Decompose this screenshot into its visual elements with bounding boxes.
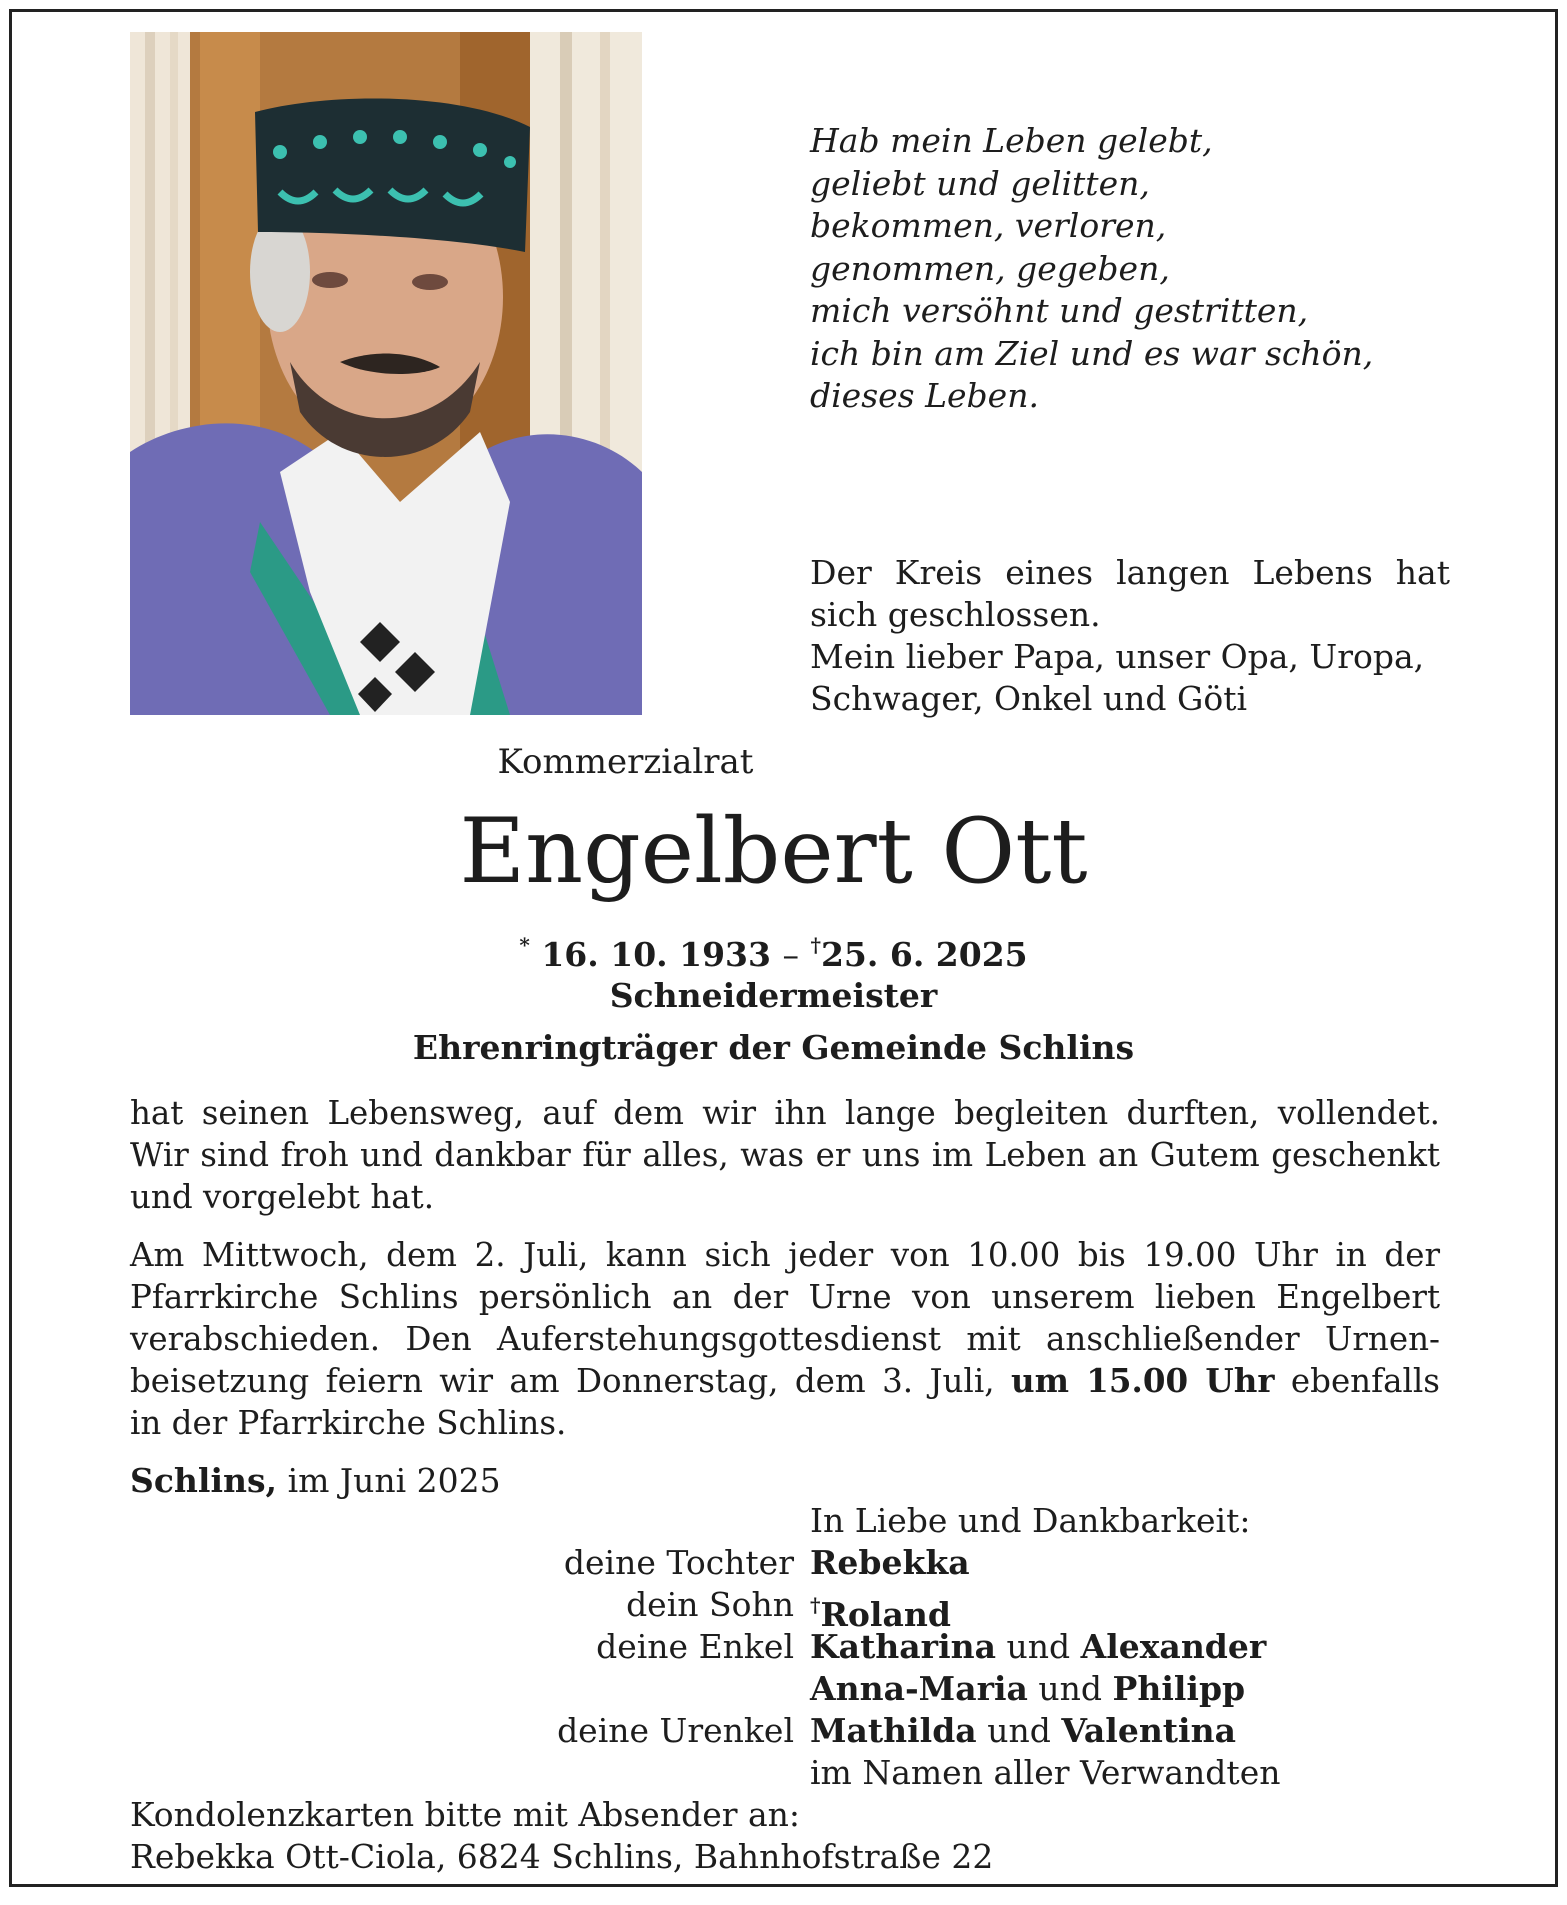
family-names (810, 1626, 1266, 1668)
paragraph-line: Pfarrkirche Schlins persönlich an der Urne von unserem lieben Engelbert (130, 1278, 1440, 1316)
portrait-photo (130, 32, 642, 715)
intro-text (810, 552, 1450, 720)
life-dates (2, 924, 1545, 976)
paragraph-2 (130, 1234, 1440, 1444)
family-name: Valentina (1061, 1711, 1236, 1750)
place: Schlins, (130, 1461, 278, 1500)
family-closing: im Namen aller Verwandten (810, 1753, 1281, 1792)
family-row (12, 1626, 1561, 1668)
poem (810, 120, 1510, 418)
honor: Ehrenringträger der Gemeinde Schlins (412, 1028, 1135, 1067)
condolence-line: Rebekka Ott-Ciola, 6824 Schlins, Bahnhofstraße 22 (130, 1837, 994, 1876)
poem-line: mich versöhnt und gestritten, (810, 291, 1309, 330)
family-row (12, 1584, 1561, 1634)
relation-label: deine Tochter (563, 1543, 794, 1582)
family-row (12, 1542, 1561, 1584)
paragraph-line (130, 1360, 1440, 1402)
death-symbol: † (810, 933, 821, 957)
family-name: Katharina (810, 1627, 996, 1666)
family-name: Mathilda (810, 1711, 977, 1750)
family-row (12, 1752, 1561, 1794)
service-time: um 15.00 Uhr (1010, 1361, 1275, 1400)
intro-line: Der Kreis eines langen Lebens hat (810, 553, 1450, 592)
birth-date: 16. 10. 1933 (541, 935, 771, 974)
relation-label: deine Enkel (596, 1627, 794, 1666)
family-heading: In Liebe und Dankbarkeit: (810, 1501, 1251, 1540)
relation-label: deine Urenkel (557, 1711, 794, 1750)
intro-line: Schwager, Onkel und Göti (810, 679, 1248, 718)
honorary-title: Kommerzialrat (497, 742, 754, 782)
relation-label: dein Sohn (626, 1585, 794, 1624)
paragraph-line: verabschieden. Den Auferstehungsgottesdienst mit anschließender Urnen- (130, 1320, 1440, 1358)
family-list (12, 1500, 1561, 1794)
conjunction: und (1038, 1669, 1103, 1708)
family-names (810, 1710, 1236, 1752)
intro-line: Mein lieber Papa, unser Opa, Uropa, (810, 637, 1425, 676)
condolence-line: Kondolenzkarten bitte mit Absender an: (130, 1795, 801, 1834)
family-name: Rebekka (810, 1543, 970, 1582)
service-text-end: ebenfalls (1290, 1362, 1440, 1400)
family-heading-row (12, 1500, 1561, 1542)
intro-line: sich geschlossen. (810, 595, 1101, 634)
family-row (12, 1710, 1561, 1752)
poem-line: Hab mein Leben gelebt, (810, 121, 1213, 160)
paragraph-line: Wir sind froh und dankbar für alles, was er uns im Leben an Gutem geschenkt (130, 1136, 1440, 1174)
paragraph-line: in der Pfarrkirche Schlins. (130, 1404, 567, 1442)
condolence-address (130, 1794, 993, 1878)
family-row (12, 1668, 1561, 1710)
poem-line: genommen, gegeben, (810, 248, 1170, 288)
family-name: Anna-Maria (810, 1669, 1028, 1708)
family-name: Roland (820, 1595, 951, 1634)
poem-line: ich bin am Ziel und es war schön, (810, 333, 1374, 373)
date: im Juni 2025 (287, 1461, 501, 1500)
paragraph-1 (130, 1092, 1440, 1218)
place-date (130, 1460, 501, 1502)
conjunction: und (987, 1711, 1051, 1750)
service-text: beisetzung feiern wir am Donnerstag, dem 3. Juli, (130, 1362, 995, 1400)
family-names (810, 1668, 1245, 1710)
paragraph-line: und vorgelebt hat. (130, 1178, 435, 1216)
poem-line: dieses Leben. (810, 376, 1039, 415)
profession: Schneidermeister (609, 976, 938, 1015)
death-symbol: † (810, 1593, 821, 1617)
poem-line: geliebt und gelitten, (810, 163, 1150, 203)
family-name: Philipp (1112, 1669, 1246, 1708)
date-dash: – (782, 935, 799, 974)
obituary-page (9, 9, 1558, 1887)
family-name: Alexander (1080, 1627, 1267, 1666)
poem-line: bekommen, verloren, (810, 206, 1167, 245)
family-names (810, 1542, 970, 1584)
conjunction: und (1006, 1627, 1071, 1666)
paragraph-line: hat seinen Lebensweg, auf dem wir ihn lange begleiten durften, vollendet. (130, 1094, 1440, 1132)
death-date: 25. 6. 2025 (820, 935, 1028, 974)
birth-symbol: * (519, 933, 530, 957)
deceased-name: Engelbert Ott (459, 799, 1088, 904)
paragraph-line: Am Mittwoch, dem 2. Juli, kann sich jeder von 10.00 bis 19.00 Uhr in der (130, 1236, 1440, 1274)
